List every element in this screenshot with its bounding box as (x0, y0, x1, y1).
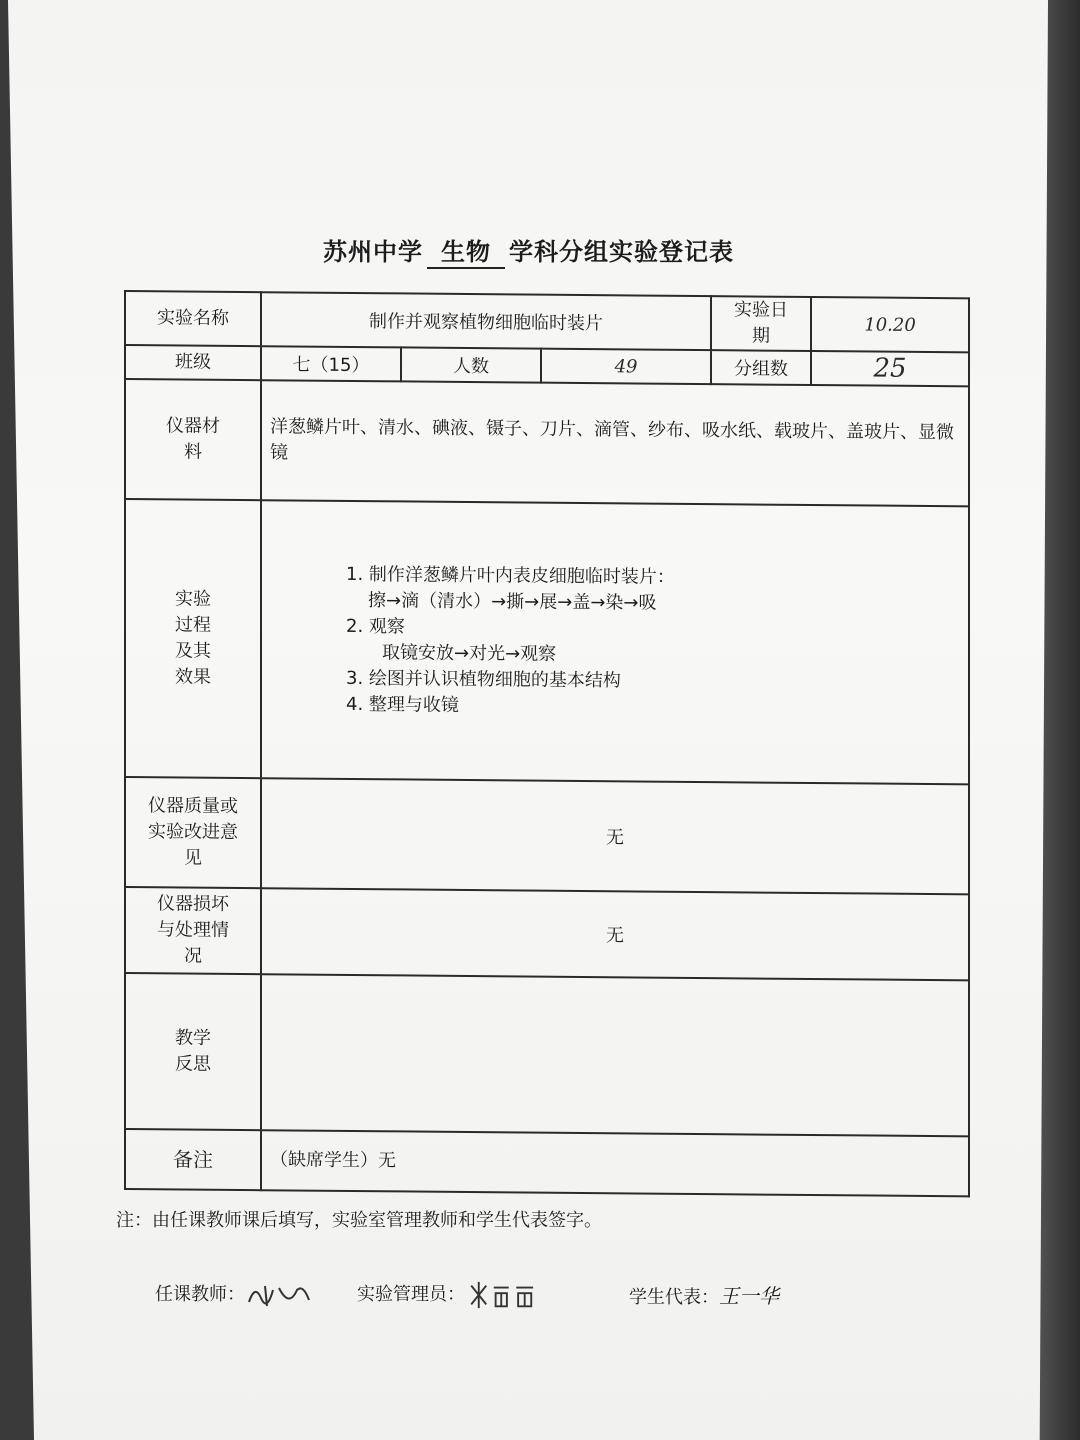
step-text: 观察 (368, 616, 405, 638)
registration-table (124, 290, 970, 1197)
value-damage: 无 (261, 888, 969, 980)
value-materials: 洋葱鳞片叶、清水、碘液、镊子、刀片、滴管、纱布、吸水纸、载玻片、盖玻片、显微镜 (261, 380, 969, 506)
step-item (346, 614, 962, 671)
label-count: 人数 (401, 347, 541, 382)
label-quality: 仪器质量或实验改进意见 (125, 777, 261, 888)
teacher-signature-icon (245, 1280, 315, 1310)
label-damage: 仪器损坏与处理情况 (125, 887, 261, 974)
label-experiment-date: 实验日期 (711, 296, 811, 351)
admin-label: 实验管理员： (357, 1284, 465, 1305)
value-quality: 无 (261, 778, 969, 894)
row-damage (125, 887, 969, 980)
value-class: 七（15） (261, 346, 401, 381)
step-text: 绘图并认识植物细胞的基本结构 (368, 668, 621, 692)
student-label: 学生代表： (629, 1287, 719, 1308)
step-sub: 擦→滴（清水）→撕→展→盖→染→吸 (368, 590, 657, 614)
value-remarks: （缺席学生）无 (261, 1130, 969, 1196)
value-process (261, 500, 969, 784)
step-number: 3. (346, 667, 364, 690)
step-text: 制作洋葱鳞片叶内表皮细胞临时装片： (368, 564, 675, 588)
row-reflection (125, 973, 969, 1136)
signature-admin (357, 1280, 545, 1310)
step-number: 2. (346, 615, 364, 638)
title-suffix: 学科分组实验登记表 (509, 238, 734, 266)
value-groups: 25 (811, 351, 969, 386)
process-steps (268, 561, 962, 723)
label-materials: 仪器材料 (125, 379, 261, 500)
step-item (346, 562, 962, 619)
signature-student (629, 1280, 779, 1309)
form-title (323, 232, 734, 269)
step-sub: 取镜安放→对光→观察 (382, 642, 557, 665)
step-number: 4. (346, 693, 364, 716)
value-count: 49 (541, 349, 711, 384)
row-quality (125, 777, 969, 894)
row-process (125, 499, 969, 784)
label-class: 班级 (125, 345, 261, 380)
row-experiment-name (125, 291, 969, 352)
teacher-label: 任课教师： (155, 1284, 245, 1305)
row-remarks (125, 1129, 969, 1196)
signature-line (155, 1280, 855, 1320)
step-item (346, 692, 962, 723)
label-groups: 分组数 (711, 350, 811, 385)
signature-teacher (155, 1280, 315, 1310)
value-experiment-date: 10.20 (811, 297, 969, 352)
label-reflection: 教学反思 (125, 973, 261, 1130)
title-subject: 生物 (427, 232, 505, 269)
footnote: 注：由任课教师课后填写，实验室管理教师和学生代表签字。 (116, 1210, 602, 1231)
admin-signature-icon (465, 1280, 545, 1310)
value-experiment-name: 制作并观察植物细胞临时装片 (261, 292, 711, 350)
step-text: 整理与收镜 (368, 694, 459, 716)
label-experiment-name: 实验名称 (125, 291, 261, 346)
row-materials (125, 379, 969, 506)
title-school: 苏州中学 (323, 238, 423, 266)
student-name: 王一华 (719, 1284, 779, 1308)
value-reflection (261, 974, 969, 1136)
label-process: 实验过程及其效果 (125, 499, 261, 778)
step-number: 1. (346, 563, 364, 586)
label-remarks: 备注 (125, 1129, 261, 1190)
